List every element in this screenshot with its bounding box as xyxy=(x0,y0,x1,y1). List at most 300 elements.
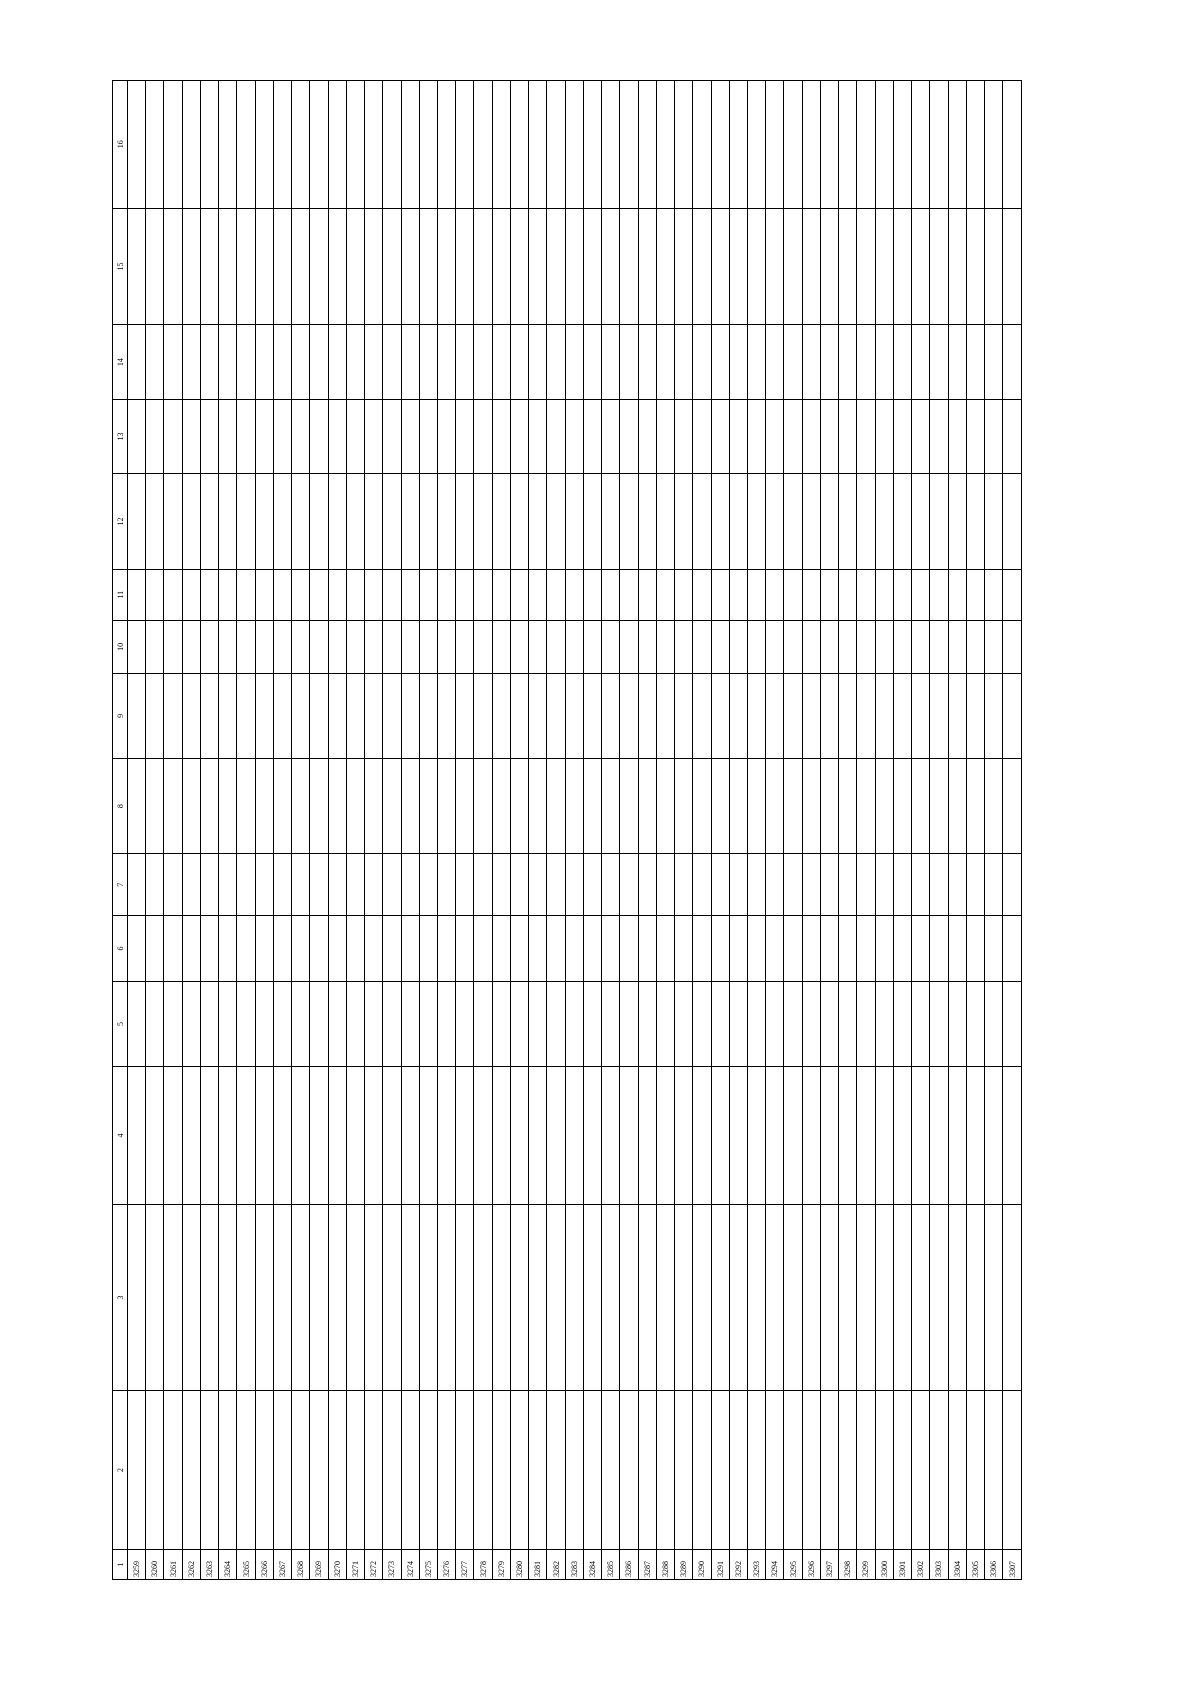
table-cell xyxy=(583,1205,601,1391)
table-cell xyxy=(401,325,419,399)
table-cell xyxy=(784,673,802,758)
table-cell xyxy=(237,854,255,916)
table-cell xyxy=(164,1390,182,1549)
table-row xyxy=(565,81,583,1580)
row-number-cell: 3306 xyxy=(985,1550,1003,1580)
table-cell xyxy=(966,325,984,399)
table-cell xyxy=(766,758,784,854)
table-cell xyxy=(802,1066,820,1204)
table-cell xyxy=(456,673,474,758)
table-cell xyxy=(219,1390,237,1549)
table-cell xyxy=(492,916,510,982)
table-cell xyxy=(419,673,437,758)
table-cell xyxy=(675,981,693,1066)
table-cell xyxy=(912,1205,930,1391)
table-cell xyxy=(985,1390,1003,1549)
table-cell xyxy=(948,854,966,916)
table-cell xyxy=(164,81,182,209)
table-row xyxy=(583,81,601,1580)
table-row xyxy=(656,81,674,1580)
table-cell xyxy=(437,673,455,758)
table-cell xyxy=(419,1066,437,1204)
table-cell xyxy=(146,758,164,854)
table-cell xyxy=(292,81,310,209)
table-cell xyxy=(565,399,583,473)
table-cell xyxy=(365,474,383,570)
table-cell xyxy=(456,81,474,209)
table-cell xyxy=(146,325,164,399)
table-cell xyxy=(237,1390,255,1549)
table-cell xyxy=(456,854,474,916)
table-cell xyxy=(620,854,638,916)
row-number-cell: 3265 xyxy=(237,1550,255,1580)
table-cell xyxy=(419,325,437,399)
table-cell xyxy=(474,916,492,982)
table-cell xyxy=(766,325,784,399)
table-cell xyxy=(565,1205,583,1391)
table-cell xyxy=(237,758,255,854)
table-cell xyxy=(656,1205,674,1391)
table-cell xyxy=(529,325,547,399)
table-cell xyxy=(292,1390,310,1549)
table-cell xyxy=(784,620,802,673)
table-row xyxy=(711,81,729,1580)
row-number-cell: 3304 xyxy=(948,1550,966,1580)
table-cell xyxy=(693,474,711,570)
table-cell xyxy=(802,1390,820,1549)
row-number-cell: 3275 xyxy=(419,1550,437,1580)
table-cell xyxy=(675,1066,693,1204)
table-cell xyxy=(383,854,401,916)
table-cell xyxy=(602,208,620,325)
table-cell xyxy=(456,758,474,854)
table-cell xyxy=(839,1066,857,1204)
table-cell xyxy=(310,673,328,758)
table-cell xyxy=(310,916,328,982)
table-cell xyxy=(419,81,437,209)
table-cell xyxy=(784,916,802,982)
table-cell xyxy=(529,1390,547,1549)
table-cell xyxy=(292,1066,310,1204)
table-cell xyxy=(930,1390,948,1549)
table-cell xyxy=(146,673,164,758)
table-cell xyxy=(292,569,310,620)
table-cell xyxy=(602,1066,620,1204)
table-cell xyxy=(620,474,638,570)
table-cell xyxy=(200,758,218,854)
row-number-cell: 3291 xyxy=(711,1550,729,1580)
table-cell xyxy=(383,208,401,325)
table-cell xyxy=(128,854,146,916)
table-cell xyxy=(255,569,273,620)
table-cell xyxy=(638,399,656,473)
table-cell xyxy=(529,981,547,1066)
table-row xyxy=(128,81,146,1580)
table-row xyxy=(510,81,528,1580)
table-cell xyxy=(292,758,310,854)
table-cell xyxy=(729,1205,747,1391)
table-cell xyxy=(747,1205,765,1391)
table-cell xyxy=(419,208,437,325)
table-cell xyxy=(383,81,401,209)
table-cell xyxy=(1003,208,1022,325)
table-cell xyxy=(620,1390,638,1549)
table-cell xyxy=(565,474,583,570)
table-cell xyxy=(310,620,328,673)
table-cell xyxy=(401,399,419,473)
table-cell xyxy=(365,620,383,673)
table-cell xyxy=(474,620,492,673)
table-cell xyxy=(237,399,255,473)
table-cell xyxy=(747,758,765,854)
table-cell xyxy=(875,399,893,473)
table-cell xyxy=(328,758,346,854)
table-cell xyxy=(292,1205,310,1391)
table-cell xyxy=(583,758,601,854)
table-cell xyxy=(747,208,765,325)
table-cell xyxy=(474,758,492,854)
table-cell xyxy=(638,916,656,982)
table-cell xyxy=(255,208,273,325)
table-cell xyxy=(237,916,255,982)
table-cell xyxy=(219,208,237,325)
table-cell xyxy=(365,1205,383,1391)
table-cell xyxy=(219,569,237,620)
row-number-cell: 3279 xyxy=(492,1550,510,1580)
table-row xyxy=(419,81,437,1580)
table-cell xyxy=(383,916,401,982)
table-cell xyxy=(510,758,528,854)
table-row xyxy=(875,81,893,1580)
table-cell xyxy=(365,399,383,473)
table-cell xyxy=(146,1205,164,1391)
row-number-cell: 3286 xyxy=(620,1550,638,1580)
table-cell xyxy=(200,325,218,399)
table-cell xyxy=(784,1205,802,1391)
table-cell xyxy=(529,673,547,758)
table-cell xyxy=(219,474,237,570)
table-cell xyxy=(310,1066,328,1204)
table-cell xyxy=(693,758,711,854)
table-cell xyxy=(729,325,747,399)
table-cell xyxy=(182,620,200,673)
column-header: 1 xyxy=(113,1550,128,1580)
table-cell xyxy=(620,1205,638,1391)
table-cell xyxy=(620,569,638,620)
table-cell xyxy=(784,208,802,325)
table-cell xyxy=(620,208,638,325)
table-row xyxy=(437,81,455,1580)
table-cell xyxy=(893,1390,911,1549)
table-cell xyxy=(456,1390,474,1549)
table-cell xyxy=(437,916,455,982)
table-cell xyxy=(328,854,346,916)
table-cell xyxy=(820,981,838,1066)
table-cell xyxy=(711,325,729,399)
table-cell xyxy=(164,399,182,473)
table-cell xyxy=(474,569,492,620)
row-number-cell: 3266 xyxy=(255,1550,273,1580)
row-number-cell: 3295 xyxy=(784,1550,802,1580)
table-cell xyxy=(638,620,656,673)
table-cell xyxy=(711,474,729,570)
row-number-cell: 3296 xyxy=(802,1550,820,1580)
table-cell xyxy=(985,569,1003,620)
table-row xyxy=(219,81,237,1580)
table-cell xyxy=(675,325,693,399)
table-cell xyxy=(766,399,784,473)
table-cell xyxy=(602,1390,620,1549)
table-cell xyxy=(401,474,419,570)
table-cell xyxy=(985,1205,1003,1391)
row-number-cell: 3284 xyxy=(583,1550,601,1580)
table-cell xyxy=(565,208,583,325)
table-cell xyxy=(857,569,875,620)
table-cell xyxy=(346,208,364,325)
table-row xyxy=(930,81,948,1580)
table-cell xyxy=(182,854,200,916)
table-cell xyxy=(583,673,601,758)
row-number-cell: 3289 xyxy=(675,1550,693,1580)
table-cell xyxy=(164,569,182,620)
table-cell xyxy=(784,81,802,209)
table-cell xyxy=(510,854,528,916)
table-cell xyxy=(547,81,565,209)
table-cell xyxy=(419,854,437,916)
table-cell xyxy=(146,474,164,570)
table-cell xyxy=(912,1066,930,1204)
table-cell xyxy=(583,569,601,620)
table-cell xyxy=(766,916,784,982)
table-cell xyxy=(675,399,693,473)
row-number-cell: 3300 xyxy=(875,1550,893,1580)
table-cell xyxy=(948,758,966,854)
row-number-cell: 3305 xyxy=(966,1550,984,1580)
table-cell xyxy=(693,208,711,325)
table-cell xyxy=(602,758,620,854)
table-cell xyxy=(985,399,1003,473)
table-cell xyxy=(857,1205,875,1391)
table-cell xyxy=(182,916,200,982)
table-cell xyxy=(638,854,656,916)
table-cell xyxy=(656,399,674,473)
row-number-cell: 3264 xyxy=(219,1550,237,1580)
table-cell xyxy=(747,399,765,473)
table-cell xyxy=(747,1066,765,1204)
table-cell xyxy=(948,620,966,673)
table-cell xyxy=(602,474,620,570)
table-cell xyxy=(747,916,765,982)
table-cell xyxy=(128,1390,146,1549)
table-cell xyxy=(766,673,784,758)
table-cell xyxy=(510,208,528,325)
table-cell xyxy=(966,569,984,620)
table-cell xyxy=(875,569,893,620)
table-cell xyxy=(529,854,547,916)
table-cell xyxy=(766,81,784,209)
table-cell xyxy=(747,981,765,1066)
row-number-cell: 3271 xyxy=(346,1550,364,1580)
table-cell xyxy=(401,620,419,673)
table-cell xyxy=(875,1205,893,1391)
table-cell xyxy=(474,673,492,758)
table-cell xyxy=(510,81,528,209)
table-cell xyxy=(948,1066,966,1204)
table-cell xyxy=(656,854,674,916)
table-cell xyxy=(985,208,1003,325)
table-cell xyxy=(820,673,838,758)
table-cell xyxy=(711,208,729,325)
table-cell xyxy=(602,1205,620,1391)
table-cell xyxy=(638,981,656,1066)
table-cell xyxy=(474,1066,492,1204)
table-cell xyxy=(273,81,291,209)
table-cell xyxy=(729,399,747,473)
table-cell xyxy=(510,325,528,399)
table-cell xyxy=(273,1066,291,1204)
table-cell xyxy=(510,569,528,620)
column-header: 16 xyxy=(113,81,128,209)
table-cell xyxy=(711,981,729,1066)
row-number-cell: 3269 xyxy=(310,1550,328,1580)
table-cell xyxy=(565,758,583,854)
table-cell xyxy=(182,81,200,209)
table-cell xyxy=(128,1066,146,1204)
table-cell xyxy=(346,81,364,209)
table-cell xyxy=(675,1390,693,1549)
table-cell xyxy=(966,673,984,758)
table-cell xyxy=(182,673,200,758)
table-cell xyxy=(310,569,328,620)
table-cell xyxy=(456,474,474,570)
table-cell xyxy=(857,1066,875,1204)
table-cell xyxy=(437,569,455,620)
table-cell xyxy=(565,854,583,916)
table-cell xyxy=(693,620,711,673)
table-cell xyxy=(383,981,401,1066)
table-cell xyxy=(656,1066,674,1204)
table-cell xyxy=(255,1066,273,1204)
table-cell xyxy=(547,474,565,570)
table-cell xyxy=(820,1390,838,1549)
table-cell xyxy=(419,620,437,673)
table-cell xyxy=(237,474,255,570)
table-cell xyxy=(219,758,237,854)
table-cell xyxy=(820,1066,838,1204)
table-cell xyxy=(547,673,565,758)
table-cell xyxy=(893,81,911,209)
table-cell xyxy=(255,854,273,916)
table-cell xyxy=(456,208,474,325)
table-cell xyxy=(930,854,948,916)
table-row xyxy=(602,81,620,1580)
table-cell xyxy=(729,981,747,1066)
table-cell xyxy=(346,916,364,982)
table-cell xyxy=(219,673,237,758)
table-cell xyxy=(292,981,310,1066)
table-cell xyxy=(784,399,802,473)
table-cell xyxy=(620,758,638,854)
table-cell xyxy=(820,854,838,916)
table-cell xyxy=(729,758,747,854)
table-cell xyxy=(693,916,711,982)
table-cell xyxy=(802,474,820,570)
table-cell xyxy=(930,81,948,209)
table-cell xyxy=(602,569,620,620)
table-cell xyxy=(219,916,237,982)
table-cell xyxy=(492,981,510,1066)
table-cell xyxy=(620,81,638,209)
table-cell xyxy=(729,854,747,916)
table-cell xyxy=(747,569,765,620)
table-cell xyxy=(310,208,328,325)
table-cell xyxy=(784,569,802,620)
table-cell xyxy=(675,569,693,620)
table-cell xyxy=(620,1066,638,1204)
table-cell xyxy=(711,673,729,758)
table-cell xyxy=(747,325,765,399)
column-header: 8 xyxy=(113,758,128,854)
table-cell xyxy=(492,474,510,570)
table-cell xyxy=(802,1205,820,1391)
table-cell xyxy=(328,399,346,473)
table-cell xyxy=(510,981,528,1066)
table-cell xyxy=(912,1390,930,1549)
table-cell xyxy=(1003,673,1022,758)
table-cell xyxy=(419,1390,437,1549)
table-cell xyxy=(128,620,146,673)
table-cell xyxy=(766,569,784,620)
table-cell xyxy=(802,981,820,1066)
table-cell xyxy=(729,620,747,673)
table-cell xyxy=(583,916,601,982)
row-number-cell: 3273 xyxy=(383,1550,401,1580)
table-cell xyxy=(656,325,674,399)
table-cell xyxy=(820,81,838,209)
table-row xyxy=(802,81,820,1580)
table-cell xyxy=(492,854,510,916)
table-cell xyxy=(474,474,492,570)
table-cell xyxy=(273,399,291,473)
table-cell xyxy=(456,399,474,473)
table-cell xyxy=(948,325,966,399)
table-cell xyxy=(693,81,711,209)
table-cell xyxy=(638,474,656,570)
table-cell xyxy=(328,474,346,570)
table-cell xyxy=(310,325,328,399)
table-row xyxy=(346,81,364,1580)
row-number-cell: 3288 xyxy=(656,1550,674,1580)
table-row xyxy=(784,81,802,1580)
table-cell xyxy=(875,758,893,854)
table-cell xyxy=(620,620,638,673)
registry-table-page xyxy=(112,80,1022,1580)
table-cell xyxy=(966,399,984,473)
table-cell xyxy=(602,81,620,209)
table-cell xyxy=(456,916,474,982)
table-cell xyxy=(1003,81,1022,209)
table-cell xyxy=(839,569,857,620)
table-cell xyxy=(419,474,437,570)
table-cell xyxy=(328,620,346,673)
table-cell xyxy=(346,399,364,473)
table-cell xyxy=(529,399,547,473)
table-cell xyxy=(328,981,346,1066)
table-cell xyxy=(237,81,255,209)
table-cell xyxy=(547,399,565,473)
table-cell xyxy=(273,620,291,673)
row-number-cell: 3303 xyxy=(930,1550,948,1580)
